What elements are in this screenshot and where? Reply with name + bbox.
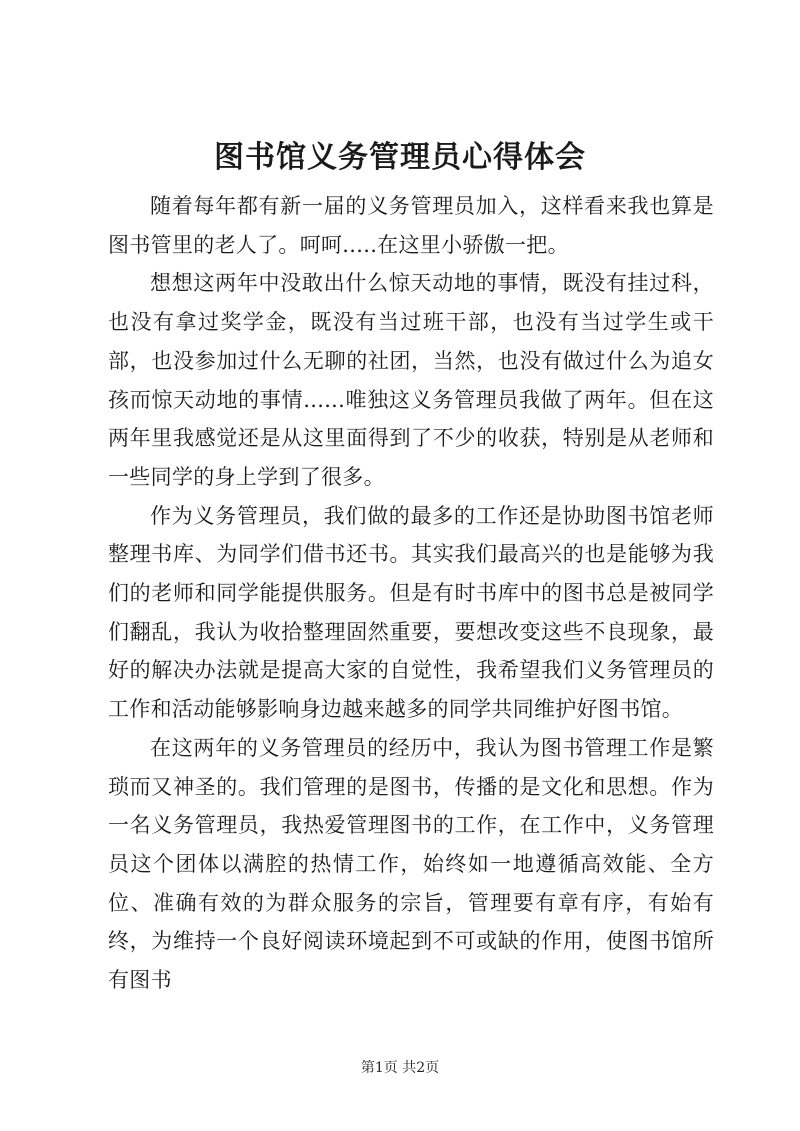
paragraph-3: 作为义务管理员，我们做的最多的工作还是协助图书馆老师整理书库、为同学们借书还书。其实我们最高兴的也是能够为我们的老师和同学能提供服务。但是有时书库中的图书总是被同学们翻乱，我认为收拾整理固然重要，要想改变这些不良现象，最好的解决办法就是提高大家的自觉性，我希望我们义务管理员的工作和活动能够影响身边越来越多的同学共同维护好图书馆。 [108, 503, 714, 722]
paragraph-2: 想想这两年中没敢出什么惊天动地的事情，既没有挂过科，也没有拿过奖学金，既没有当过班干部，也没有当过学生或干部，也没参加过什么无聊的社团，当然，也没有做过什么为追女孩而惊天动地的事情......唯独这义务管理员我做了两年。但在这两年里我感觉还是从这里面得到了不少的收获，特别是从老师和一些同学的身上学到了很多。 [108, 271, 714, 489]
paragraph-1: 随着每年都有新一届的义务管理员加入，这样看来我也算是图书管里的老人了。呵呵.....在这里小骄傲一把。 [108, 194, 714, 257]
document-body [108, 187, 714, 1000]
page-number-footer: 第1页 共2页 [360, 1060, 440, 1076]
paragraph-4: 在这两年的义务管理员的经历中，我认为图书管理工作是繁琐而又神圣的。我们管理的是图书，传播的是文化和思想。作为一名义务管理员，我热爱管理图书的工作，在工作中，义务管理员这个团体以满腔的热情工作，始终如一地遵循高效能、全方位、准确有效的为群众服务的宗旨，管理要有章有序，有始有终，为维持一个良好阅读环境起到不可或缺的作用，使图书馆所有图书 [108, 735, 714, 993]
document-title: 图书馆义务管理员心得体会 [214, 140, 586, 175]
